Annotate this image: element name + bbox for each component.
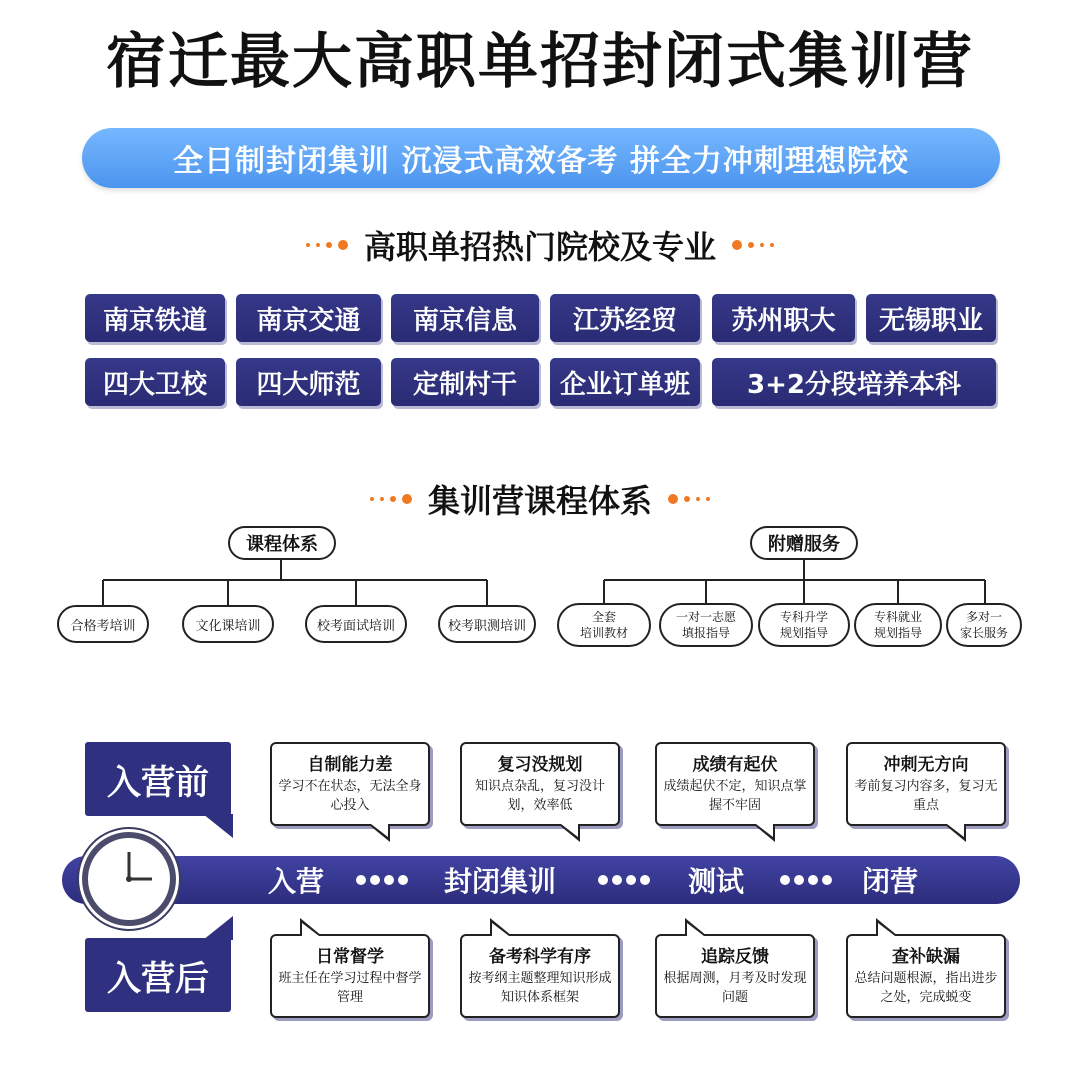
card-body: 学习不在状态，无法全身心投入 (278, 779, 422, 813)
label-tail (203, 814, 233, 838)
school-chip: 南京信息 (391, 294, 539, 342)
timeline-dots (780, 856, 832, 904)
stage-label-text: 入营后 (107, 958, 209, 999)
service-line: 规划指导 (873, 626, 922, 640)
course-leaf: 校考职测培训 (438, 605, 536, 643)
service-leaf (854, 603, 942, 647)
card-body: 根据周测，月考及时发现问题 (663, 971, 807, 1005)
after-camp-label (85, 938, 231, 1012)
service-leaf (758, 603, 850, 647)
after-solution-card (460, 934, 620, 1018)
timeline-step: 测试 (688, 865, 745, 898)
card-body: 考前复习内容多，复习无重点 (854, 779, 998, 813)
service-line: 多对一 (965, 610, 1002, 624)
stage-label-text: 入营前 (107, 762, 209, 803)
card-title: 成绩有起伏 (692, 755, 778, 775)
after-solution-card (270, 934, 430, 1018)
bonus-services-root: 附赠服务 (750, 526, 858, 560)
school-chip: 江苏经贸 (550, 294, 700, 342)
before-problem-card (460, 742, 620, 826)
before-problem-card (655, 742, 815, 826)
timeline-step: 闭营 (862, 865, 919, 898)
before-problem-card (846, 742, 1006, 826)
section-title: 高职单招热门院校及专业 (363, 228, 716, 266)
school-chip: 南京铁道 (85, 294, 225, 342)
service-line: 专科升学 (779, 610, 828, 624)
service-line: 培训教材 (579, 626, 628, 640)
card-title: 自制能力差 (307, 755, 393, 775)
card-body: 总结问题根源，指出进步之处，完成蜕变 (854, 971, 998, 1005)
timeline-dots (356, 856, 408, 904)
service-line: 规划指导 (779, 626, 828, 640)
service-leaf (659, 603, 753, 647)
card-body: 成绩起伏不定，知识点掌握不牢固 (663, 779, 807, 813)
school-chip: 企业订单班 (550, 358, 700, 406)
card-body: 班主任在学习过程中督学管理 (278, 971, 422, 1005)
card-title: 日常督学 (316, 947, 384, 967)
clock-icon (82, 832, 176, 926)
school-chip: 四大卫校 (85, 358, 225, 406)
card-title: 复习没规划 (497, 755, 583, 775)
card-title: 备考科学有序 (489, 947, 591, 967)
section-title: 集训营课程体系 (427, 482, 652, 520)
school-chip: 苏州职大 (712, 294, 855, 342)
service-line: 家长服务 (959, 626, 1008, 640)
page-title: 宿迁最大高职单招封闭式集训营 (106, 27, 974, 97)
timeline-step: 入营 (268, 865, 325, 898)
card-title: 冲刺无方向 (883, 755, 969, 775)
course-leaf: 合格考培训 (57, 605, 149, 643)
school-chip: 南京交通 (236, 294, 381, 342)
service-leaf (557, 603, 651, 647)
course-system-root: 课程体系 (228, 526, 336, 560)
before-problem-card (270, 742, 430, 826)
card-body: 按考纲主题整理知识形成知识体系框架 (468, 971, 612, 1005)
slogan-text: 全日制封闭集训 沉浸式高效备考 拼全力冲刺理想院校 (173, 144, 909, 179)
course-leaf: 文化课培训 (182, 605, 274, 643)
school-chip: 定制村干 (391, 358, 539, 406)
service-line: 一对一志愿 (675, 610, 736, 624)
card-title: 追踪反馈 (701, 947, 769, 967)
service-line: 专科就业 (873, 610, 922, 624)
card-title: 查补缺漏 (892, 947, 960, 967)
before-camp-label (85, 742, 231, 816)
school-chip: 四大师范 (236, 358, 381, 406)
timeline-dots (598, 856, 650, 904)
service-leaf (946, 603, 1022, 647)
school-chip: 3+2分段培养本科 (712, 358, 996, 406)
course-leaf: 校考面试培训 (305, 605, 407, 643)
school-chip: 无锡职业 (866, 294, 996, 342)
after-solution-card (655, 934, 815, 1018)
timeline-step: 封闭集训 (444, 865, 557, 898)
service-line: 填报指导 (681, 626, 730, 640)
label-tail (203, 916, 233, 940)
after-solution-card (846, 934, 1006, 1018)
service-line: 全套 (591, 610, 616, 624)
card-body: 知识点杂乱，复习没计划，效率低 (474, 779, 605, 813)
